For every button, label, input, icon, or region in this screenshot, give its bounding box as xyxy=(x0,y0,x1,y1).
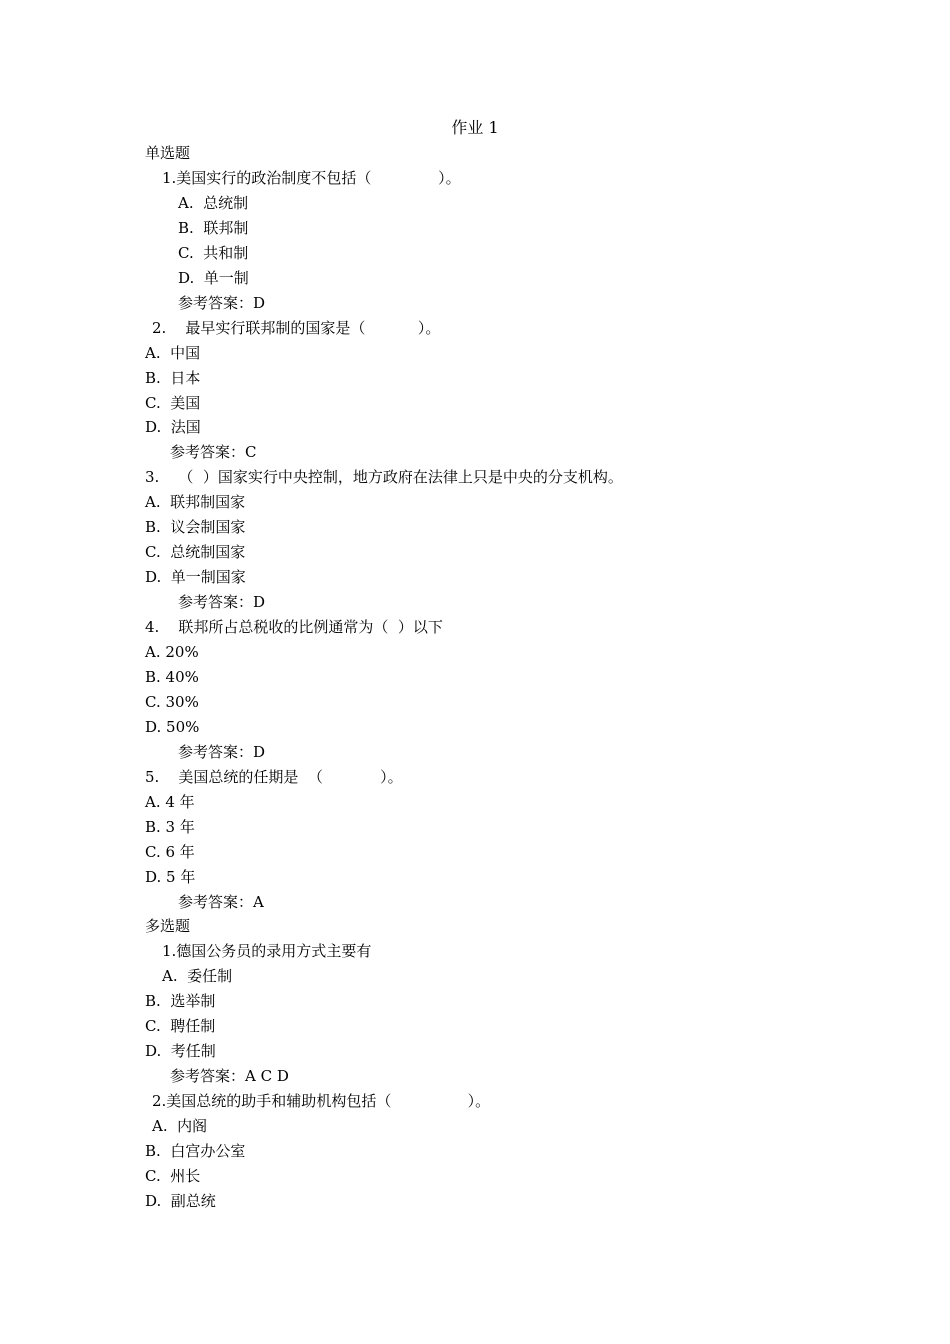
document-line: 参考答案：C xyxy=(170,443,257,462)
document-line: D. 单一制国家 xyxy=(145,568,246,587)
document-line: 5. 美国总统的任期是 （ ）。 xyxy=(145,767,403,786)
document-line: 1.美国实行的政治制度不包括（ ）。 xyxy=(162,168,461,187)
document-line: D. 副总统 xyxy=(145,1191,216,1210)
document-line: 1.德国公务员的录用方式主要有 xyxy=(162,942,372,961)
document-line: 参考答案：D xyxy=(178,593,266,612)
document-line: A. 委任制 xyxy=(162,967,233,986)
document-line: C. 聘任制 xyxy=(145,1017,216,1036)
document-line: 2.美国总统的助手和辅助机构包括（ ）。 xyxy=(152,1092,491,1111)
document-line: C. 美国 xyxy=(145,393,201,412)
document-line: 参考答案：A C D xyxy=(170,1067,289,1086)
document-line: 多选题 xyxy=(145,917,191,936)
document-line: A. 内阁 xyxy=(152,1117,208,1136)
document-line: C. 总统制国家 xyxy=(145,543,246,562)
document-line: B. 联邦制 xyxy=(178,218,249,237)
document-line: B. 白宫办公室 xyxy=(145,1142,246,1160)
document-line: D. 5 年 xyxy=(145,867,196,886)
document-line: C. 6 年 xyxy=(145,842,195,861)
document-line: B. 选举制 xyxy=(145,992,216,1011)
document-line: C. 30% xyxy=(145,692,199,711)
document-line: 参考答案：A xyxy=(178,892,264,911)
document-line: C. 州长 xyxy=(145,1166,201,1185)
document-line: B. 日本 xyxy=(145,368,201,387)
document-line: A. 总统制 xyxy=(178,193,249,212)
document-line: D. 单一制 xyxy=(178,268,249,287)
document-line: 4. 联邦所占总税收的比例通常为（ ）以下 xyxy=(145,618,443,637)
page-title: 作业 1 xyxy=(451,118,499,137)
document-line: D. 法国 xyxy=(145,418,201,437)
document-line: 参考答案：D xyxy=(178,742,266,761)
document-line: A. 20% xyxy=(145,643,199,661)
document-line: 单选题 xyxy=(145,144,191,162)
document-line: A. 中国 xyxy=(145,343,201,362)
document-line: A. 联邦制国家 xyxy=(145,493,246,512)
document-line: B. 议会制国家 xyxy=(145,518,246,537)
document-line: C. 共和制 xyxy=(178,243,249,262)
document-line: B. 3 年 xyxy=(145,817,195,836)
document-line: D. 50% xyxy=(145,717,200,736)
document-line: 参考答案：D xyxy=(178,293,266,312)
document-line: D. 考任制 xyxy=(145,1042,216,1061)
document-line: 3. （ ）国家实行中央控制，地方政府在法律上只是中央的分支机构。 xyxy=(145,468,623,487)
document-line: 2. 最早实行联邦制的国家是（ ）。 xyxy=(152,318,441,337)
document-line: B. 40% xyxy=(145,667,199,686)
document-line: A. 4 年 xyxy=(145,792,195,811)
